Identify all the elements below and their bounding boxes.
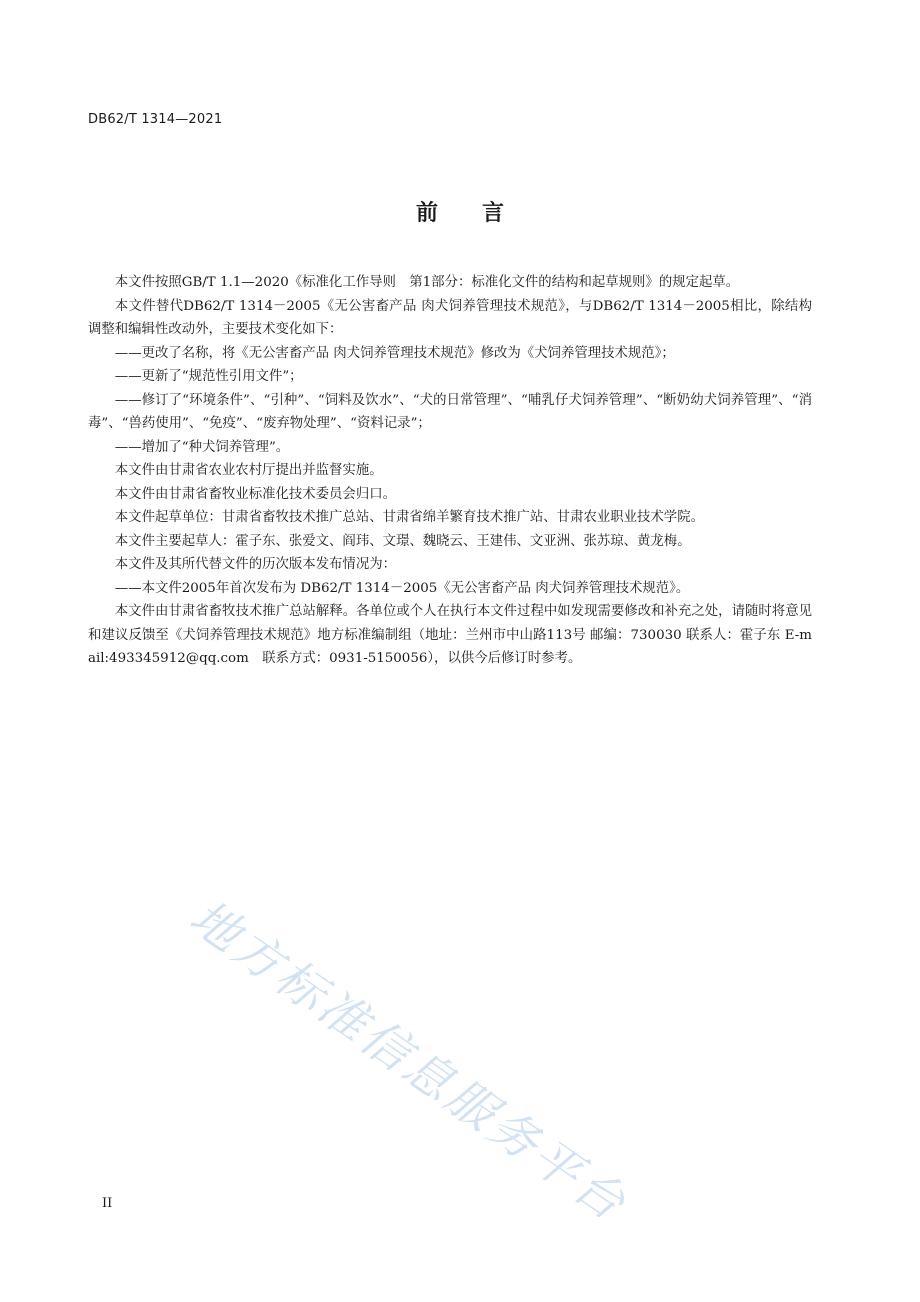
paragraph-drafting-units: 本文件起草单位：甘肃省畜牧技术推广总站、甘肃省绵羊繁育技术推广站、甘肃农业职业技术学院。 [114, 510, 704, 525]
change-item-references: ——更新了“规范性引用文件”； [114, 369, 303, 384]
watermark: 地方标准信息服务平台 [179, 889, 638, 1234]
version-history-item: ——本文件2005年首次发布为 DB62/T 1314－2005《无公害畜产品 肉犬饲养管理技术规范》。 [114, 580, 690, 596]
paragraph-drafting-rules: 本文件按照GB/T 1.1—2020《标准化工作导则 第1部分：标准化文件的结构和起草规则》的规定起草。 [114, 275, 740, 290]
change-item-revisions: ——修订了“环境条件”、“引种”、“饲料及饮水”、“犬的日常管理”、“哺乳仔犬饲养管理”、“断奶幼犬饲养管理”、“消毒”、“兽药使用”、“免疫”、“废弃物处理”、“资料记录”； [88, 392, 812, 431]
paragraph-proposer: 本文件由甘肃省农业农村厅提出并监督实施。 [114, 463, 383, 478]
change-item-addition: ——增加了“种犬饲养管理”。 [114, 439, 290, 455]
paragraph-version-history: 本文件及其所代替文件的历次版本发布情况为： [114, 557, 396, 572]
document-code: DB62/T 1314—2021 [88, 112, 223, 127]
paragraph-interpretation: 本文件由甘肃省畜牧技术推广总站解释。各单位或个人在执行本文件过程中如发现需要修改和补充之处，请随时将意见和建议反馈至《犬饲养管理技术规范》地方标准编制组（地址：兰州市中山路113号 邮编：730030 联系人：霍子东 E-mail:493345912@qq.com 联系方式：0931-5150056），以供今后修订时参考。 [88, 604, 812, 666]
paragraph-committee: 本文件由甘肃省畜牧业标准化技术委员会归口。 [114, 486, 396, 502]
section-title: 前言 [415, 201, 548, 226]
paragraph-replacement: 本文件替代DB62/T 1314－2005《无公害畜产品 肉犬饲养管理技术规范》，与DB62/T 1314－2005相比，除结构调整和编辑性改动外，主要技术变化如下： [88, 298, 812, 337]
paragraph-drafters: 本文件主要起草人：霍子东、张爱文、阎玮、文璟、魏晓云、王建伟、文亚洲、张苏琼、黄龙梅。 [114, 533, 691, 549]
foreword-body [88, 271, 812, 671]
change-item-name: ——更改了名称，将《无公害畜产品 肉犬饲养管理技术规范》修改为《犬饲养管理技术规范》； [114, 345, 675, 361]
page-number: II [102, 1196, 113, 1211]
